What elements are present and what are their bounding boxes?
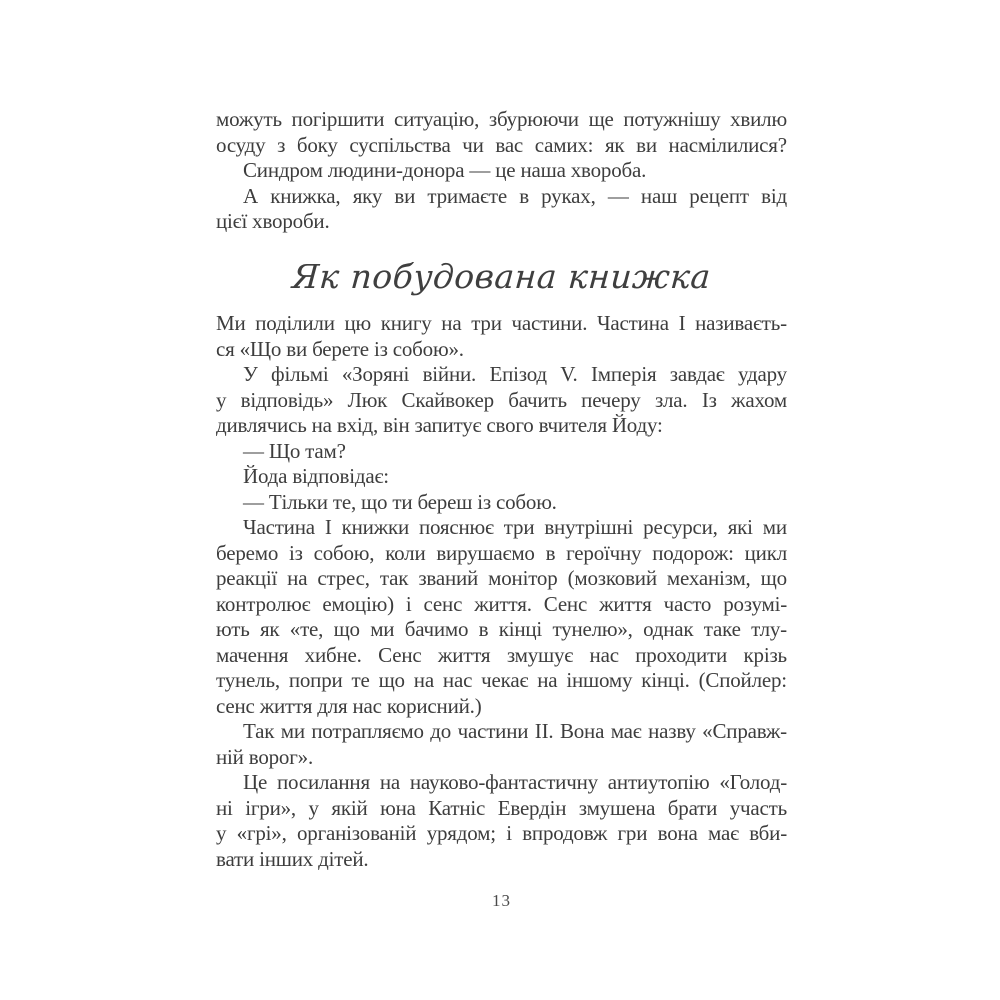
text-line: цієї хвороби. (216, 209, 330, 233)
text-line: контролює емоцію) і сенс життя. Сенс життя часто розумі- (216, 591, 787, 616)
chapter-heading: Як побудована книжка (290, 257, 713, 296)
text-line: Так ми потрапляємо до частини II. Вона має назву «Справж- (243, 719, 787, 743)
text-line: у «грі», організованій урядом; і впродовж гри вона має вби- (216, 821, 787, 845)
text-line: мачення хибне. Сенс життя змушує нас проходити крізь (216, 642, 787, 667)
text-line: Йода відповідає: (243, 464, 389, 488)
text-line: ся «Що ви берете із собою». (216, 336, 464, 361)
text-line: можуть погіршити ситуацію, збурюючи ще потужнішу хвилю (216, 107, 787, 131)
text-line: У фільмі «Зоряні війни. Епізод V. Імперія завдає удару (243, 362, 787, 386)
text-line: ній ворог». (216, 744, 313, 769)
text-line: Частина I книжки пояснює три внутрішні ресурси, які ми (243, 515, 787, 539)
text-line: реакції на стрес, так званий монітор (мозковий механізм, що (216, 566, 787, 590)
text-line: — Що там? (243, 438, 346, 463)
intro-text-block (216, 107, 787, 235)
body-text-block (216, 311, 787, 872)
text-line: ні ігри», у якій юна Катніс Евердін змушена брати участь (216, 795, 787, 820)
text-line: беремо із собою, коли вирушаємо в героїчну подорож: цикл (216, 540, 787, 565)
text-line: А книжка, яку ви тримаєте в руках, — наш рецепт від (243, 183, 787, 208)
text-line: Синдром людини-донора — це наша хвороба. (243, 158, 647, 182)
text-line: Це посилання на науково-фантастичну антиутопію «Голод- (243, 770, 787, 794)
text-line: осуду з боку суспільства чи вас самих: як ви насмілилися? (216, 132, 787, 157)
page-number: 13 (492, 891, 511, 910)
text-line: у відповідь» Люк Скайвокер бачить печеру зла. Із жахом (216, 387, 787, 412)
text-line: дивлячись на вхід, він запитує свого вчителя Йоду: (216, 413, 663, 437)
text-line: Ми поділили цю книгу на три частини. Частина I називаєть- (216, 311, 787, 335)
text-line: — Тільки те, що ти береш із собою. (243, 489, 557, 514)
text-line: ють як «те, що ми бачимо в кінці тунелю», однак таке тлу- (216, 617, 787, 641)
text-line: тунель, попри те що на нас чекає на іншому кінці. (Спойлер: (216, 668, 787, 692)
text-line: сенс життя для нас корисний.) (216, 693, 482, 718)
text-line: вати інших дітей. (216, 846, 369, 871)
